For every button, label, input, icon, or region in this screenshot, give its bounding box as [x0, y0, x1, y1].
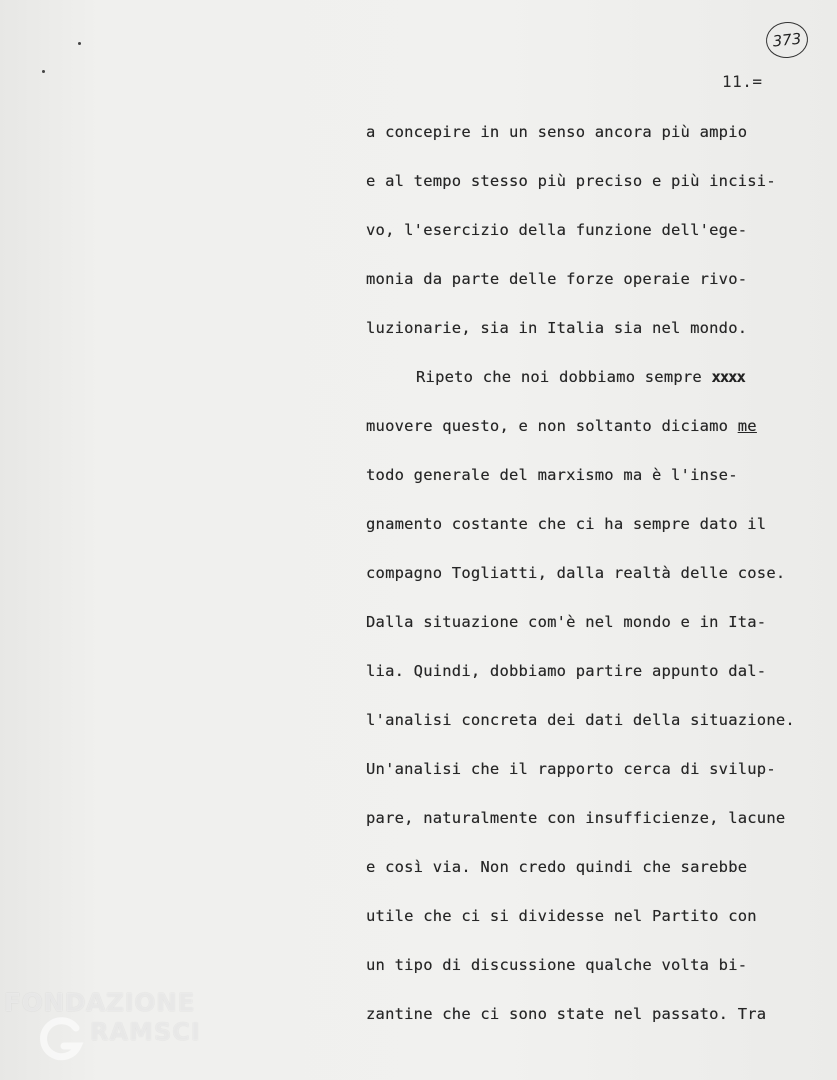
- text-line: monia da parte delle forze operaie rivo-: [366, 270, 748, 288]
- ink-speck: [78, 42, 81, 45]
- text-line: l'analisi concreta dei dati della situazione.: [366, 711, 795, 729]
- gramsci-logo-icon: [36, 1014, 86, 1064]
- text-line: a concepire in un senso ancora più ampio: [366, 123, 748, 141]
- text-line: compagno Togliatti, dalla realtà delle cose.: [366, 564, 786, 582]
- text-line: Dalla situazione com'è nel mondo e in Ita-: [366, 613, 767, 631]
- watermark-text-top: FONDAZIONE: [4, 988, 196, 1017]
- fondazione-gramsci-watermark: [4, 988, 209, 1068]
- text-line: vo, l'esercizio della funzione dell'ege-: [366, 221, 748, 239]
- text-fragment: muovere questo, e non soltanto diciamo: [366, 417, 738, 435]
- text-line: todo generale del marxismo ma è l'inse-: [366, 466, 738, 484]
- text-line: e così via. Non credo quindi che sarebbe: [366, 858, 748, 876]
- text-line: e al tempo stesso più preciso e più incisi-: [366, 172, 776, 190]
- text-line: zantine che ci sono state nel passato. Tra: [366, 1005, 767, 1023]
- underlined-text: me: [737, 417, 757, 435]
- typewritten-body: [366, 118, 836, 1049]
- text-line: luzionarie, sia in Italia sia nel mondo.: [366, 319, 748, 337]
- ink-speck: [42, 70, 45, 73]
- text-line: [366, 412, 836, 461]
- archive-number-stamp: 373: [764, 20, 810, 60]
- struck-out-text: xxxx: [711, 368, 745, 386]
- text-line: un tipo di discussione qualche volta bi-: [366, 956, 748, 974]
- text-line: utile che ci si dividesse nel Partito con: [366, 907, 757, 925]
- watermark-text-bottom: RAMSCI: [90, 1018, 201, 1046]
- text-line: gnamento costante che ci ha sempre dato il: [366, 515, 767, 533]
- text-fragment: Ripeto che noi dobbiamo sempre: [416, 368, 712, 386]
- text-line: pare, naturalmente con insufficienze, lacune: [366, 809, 786, 827]
- text-line: Un'analisi che il rapporto cerca di svilup-: [366, 760, 776, 778]
- text-line: lia. Quindi, dobbiamo partire appunto dal-: [366, 662, 767, 680]
- page-number: 11.=: [722, 72, 763, 91]
- paragraph-start-line: [366, 363, 836, 412]
